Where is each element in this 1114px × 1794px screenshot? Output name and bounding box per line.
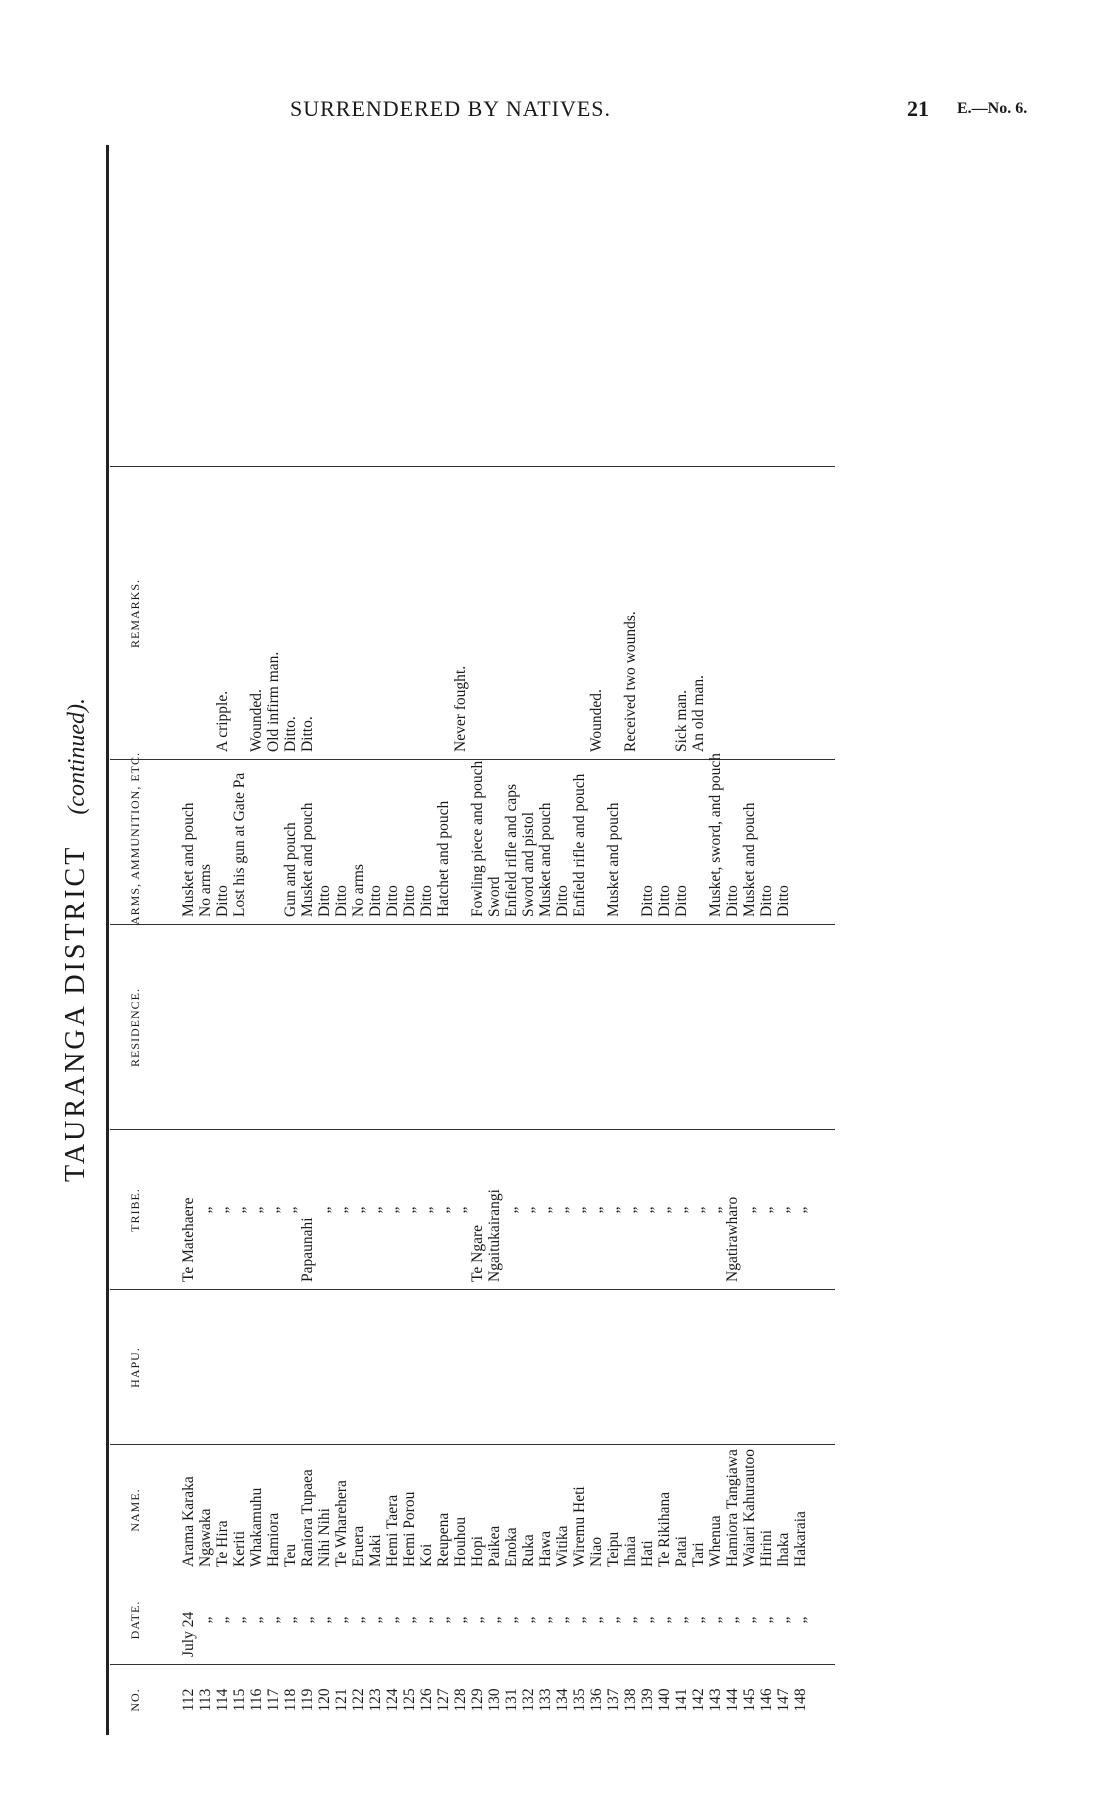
row-name: Ruka <box>520 1534 537 1567</box>
row-remark <box>656 467 673 760</box>
row-date: „ <box>265 1616 282 1624</box>
row-arms: Ditto <box>418 885 435 917</box>
row-arms <box>265 760 282 925</box>
row-arms: Ditto <box>656 885 673 917</box>
row-name: Eruera <box>350 1525 367 1567</box>
row-arms: Musket and pouch <box>299 802 316 917</box>
row-name: Hamiora Tangiawa <box>724 1449 741 1567</box>
row-remark: Received two wounds. <box>622 611 639 752</box>
row-arms: Hatchet and pouch <box>435 800 452 917</box>
row-number: 148 <box>792 1688 809 1712</box>
row-remark: Wounded. <box>588 689 605 752</box>
row-number: 144 <box>724 1688 741 1712</box>
row-remark <box>503 467 520 760</box>
row-tribe: „ <box>554 1206 571 1214</box>
row-remark <box>639 467 656 760</box>
row-tribe: „ <box>384 1206 401 1214</box>
header-residence: RESIDENCE. <box>128 988 142 1067</box>
row-name: Hakaraia <box>792 1511 809 1567</box>
row-arms: Enfield rifle and caps <box>503 784 520 917</box>
row-remark <box>707 467 724 760</box>
row-date: „ <box>520 1616 537 1624</box>
district-title <box>60 145 92 1735</box>
row-number: 137 <box>605 1688 622 1712</box>
row-arms: Ditto <box>724 885 741 917</box>
row-date: „ <box>418 1616 435 1624</box>
row-date: „ <box>452 1616 469 1624</box>
row-number: 114 <box>214 1688 231 1712</box>
row-remark <box>724 467 741 760</box>
header-name: NAME. <box>128 1488 142 1532</box>
row-date: „ <box>605 1616 622 1624</box>
row-name: Whakamuhu <box>248 1487 265 1567</box>
row-number: 119 <box>299 1688 316 1712</box>
row-tribe: „ <box>690 1206 707 1214</box>
row-remark <box>741 467 758 760</box>
row-name: Witika <box>554 1525 571 1567</box>
row-remark: Never fought. <box>452 665 469 752</box>
row-remark <box>775 467 792 760</box>
row-date: „ <box>384 1616 401 1624</box>
row-tribe: „ <box>231 1206 248 1214</box>
row-name: Ihaka <box>775 1532 792 1567</box>
row-date: „ <box>537 1616 554 1624</box>
row-arms: Ditto <box>554 885 571 917</box>
row-date: „ <box>435 1616 452 1624</box>
row-remark <box>554 467 571 760</box>
row-name: Ngawaka <box>197 1508 214 1567</box>
row-date: „ <box>554 1616 571 1624</box>
row-arms: Ditto <box>384 885 401 917</box>
row-arms: Ditto <box>401 885 418 917</box>
row-tribe: Ngaitukairangi <box>486 1189 503 1282</box>
row-name: Te Rikihana <box>656 1491 673 1567</box>
row-arms: Sword <box>486 876 503 917</box>
row-number: 145 <box>741 1688 758 1712</box>
row-tribe: „ <box>622 1206 639 1214</box>
row-date: July 24 <box>180 1611 197 1657</box>
row-remark <box>333 467 350 760</box>
row-arms: Musket, sword, and pouch <box>707 752 724 917</box>
row-arms <box>622 760 639 925</box>
row-remark: Wounded. <box>248 689 265 752</box>
row-arms: Ditto <box>758 885 775 917</box>
row-remark: A cripple. <box>214 690 231 752</box>
row-tribe: Papaunahi <box>299 1217 316 1282</box>
row-date: „ <box>690 1616 707 1624</box>
row-tribe: „ <box>758 1206 775 1214</box>
row-arms <box>248 760 265 925</box>
row-remark <box>520 467 537 760</box>
row-number: 143 <box>707 1688 724 1712</box>
row-number: 112 <box>180 1688 197 1712</box>
row-remark <box>418 467 435 760</box>
row-tribe: „ <box>367 1206 384 1214</box>
row-name: Hirini <box>758 1529 775 1567</box>
row-number: 133 <box>537 1688 554 1712</box>
row-date: „ <box>214 1616 231 1624</box>
row-tribe: Te Ngare <box>469 1224 486 1282</box>
row-arms: Sword and pistol <box>520 811 537 917</box>
row-number: 131 <box>503 1688 520 1712</box>
row-tribe: „ <box>435 1206 452 1214</box>
row-name: Hati <box>639 1540 656 1567</box>
row-name: Raniora Tupaea <box>299 1469 316 1567</box>
row-arms: Ditto <box>639 885 656 917</box>
row-date: „ <box>316 1616 333 1624</box>
row-arms: No arms <box>197 864 214 917</box>
row-arms: Musket and pouch <box>180 802 197 917</box>
row-tribe: „ <box>792 1206 809 1214</box>
row-remark: Ditto. <box>282 716 299 752</box>
row-name: Hemi Porou <box>401 1491 418 1567</box>
row-date: „ <box>639 1616 656 1624</box>
row-remark <box>350 467 367 760</box>
row-number: 141 <box>673 1688 690 1712</box>
row-date: „ <box>673 1616 690 1624</box>
row-number: 117 <box>265 1688 282 1712</box>
row-remark: Ditto. <box>299 716 316 752</box>
row-date: „ <box>656 1616 673 1624</box>
row-number: 138 <box>622 1688 639 1712</box>
row-number: 113 <box>197 1688 214 1712</box>
row-date: „ <box>758 1616 775 1624</box>
rotated-table-page <box>60 145 988 1735</box>
row-tribe: „ <box>741 1206 758 1214</box>
row-remark <box>537 467 554 760</box>
row-date: „ <box>622 1616 639 1624</box>
row-name: Waiari Kahurautoo <box>741 1449 758 1567</box>
running-head <box>290 92 1090 132</box>
row-name: Hemi Taera <box>384 1494 401 1567</box>
row-remark <box>180 467 197 760</box>
row-arms: Musket and pouch <box>605 802 622 917</box>
row-date: „ <box>350 1616 367 1624</box>
row-number: 118 <box>282 1688 299 1712</box>
row-number: 122 <box>350 1688 367 1712</box>
row-remark <box>384 467 401 760</box>
row-name: Keriti <box>231 1530 248 1567</box>
row-tribe: „ <box>588 1206 605 1214</box>
row-tribe: „ <box>571 1206 588 1214</box>
row-remark: An old man. <box>690 674 707 752</box>
row-tribe: „ <box>673 1206 690 1214</box>
row-number: 130 <box>486 1688 503 1712</box>
row-date: „ <box>401 1616 418 1624</box>
row-number: 123 <box>367 1688 384 1712</box>
row-tribe: „ <box>282 1206 299 1214</box>
row-arms <box>792 760 809 925</box>
header-no: NO. <box>128 1688 142 1712</box>
row-arms: Musket and pouch <box>741 802 758 917</box>
row-remark <box>197 467 214 760</box>
district-title-continued: (continued). <box>64 698 90 815</box>
row-date: „ <box>503 1616 520 1624</box>
row-number: 126 <box>418 1688 435 1712</box>
row-number: 135 <box>571 1688 588 1712</box>
no-cells <box>180 1665 809 1735</box>
row-date: „ <box>486 1616 503 1624</box>
row-arms <box>690 760 707 925</box>
row-arms: Ditto <box>673 885 690 917</box>
header-tribe: TRIBE. <box>128 1188 142 1232</box>
row-number: 142 <box>690 1688 707 1712</box>
row-date: „ <box>707 1616 724 1624</box>
row-tribe: „ <box>605 1206 622 1214</box>
row-remark <box>758 467 775 760</box>
row-date: „ <box>775 1616 792 1624</box>
row-tribe: „ <box>248 1206 265 1214</box>
row-number: 124 <box>384 1688 401 1712</box>
page-number: 21 <box>907 96 929 121</box>
row-tribe: „ <box>401 1206 418 1214</box>
row-tribe: „ <box>775 1206 792 1214</box>
row-remark <box>401 467 418 760</box>
row-date: „ <box>248 1616 265 1624</box>
row-remark: Old infirm man. <box>265 651 282 752</box>
row-number: 132 <box>520 1688 537 1712</box>
row-tribe: „ <box>333 1206 350 1214</box>
row-name: Niao <box>588 1536 605 1567</box>
row-tribe: „ <box>707 1206 724 1214</box>
row-remark <box>367 467 384 760</box>
row-tribe: „ <box>418 1206 435 1214</box>
row-number: 140 <box>656 1688 673 1712</box>
row-remark <box>231 467 248 760</box>
row-name: Enoka <box>503 1527 520 1567</box>
row-name: Paikea <box>486 1525 503 1567</box>
row-number: 116 <box>248 1688 265 1712</box>
row-name: Patai <box>673 1536 690 1567</box>
row-arms: Ditto <box>333 885 350 917</box>
row-number: 136 <box>588 1688 605 1712</box>
row-arms: Ditto <box>316 885 333 917</box>
row-arms: Ditto <box>214 885 231 917</box>
row-date: „ <box>282 1616 299 1624</box>
row-number: 125 <box>401 1688 418 1712</box>
row-tribe: „ <box>316 1206 333 1214</box>
row-tribe: „ <box>537 1206 554 1214</box>
remarks-cells <box>180 467 809 760</box>
row-number: 121 <box>333 1688 350 1712</box>
row-tribe: „ <box>452 1206 469 1214</box>
row-remark: Sick man. <box>673 690 690 752</box>
row-remark <box>469 467 486 760</box>
row-name: Te Hira <box>214 1520 231 1567</box>
row-date: „ <box>571 1616 588 1624</box>
row-tribe: „ <box>639 1206 656 1214</box>
row-date: „ <box>333 1616 350 1624</box>
row-arms: No arms <box>350 864 367 917</box>
row-name: Teipu <box>605 1531 622 1567</box>
row-number: 129 <box>469 1688 486 1712</box>
row-arms: Ditto <box>775 885 792 917</box>
row-date: „ <box>231 1616 248 1624</box>
row-date: „ <box>588 1616 605 1624</box>
row-date: „ <box>299 1616 316 1624</box>
row-name: Koi <box>418 1543 435 1567</box>
row-name: Teu <box>282 1543 299 1567</box>
paper-reference: E.—No. 6. <box>957 100 1028 117</box>
running-title: SURRENDERED BY NATIVES. <box>290 96 612 121</box>
row-name: Houhou <box>452 1517 469 1567</box>
row-name: Maki <box>367 1534 384 1567</box>
row-number: 147 <box>775 1688 792 1712</box>
row-arms: Lost his gun at Gate Pa <box>231 772 248 917</box>
header-date: DATE. <box>128 1600 142 1640</box>
row-date: „ <box>792 1616 809 1624</box>
arms-cells <box>180 752 809 925</box>
row-arms <box>452 760 469 925</box>
row-remark <box>316 467 333 760</box>
date-cells <box>180 1575 809 1665</box>
row-arms <box>588 760 605 925</box>
row-number: 115 <box>231 1688 248 1712</box>
row-number: 134 <box>554 1688 571 1712</box>
row-tribe: „ <box>350 1206 367 1214</box>
row-tribe: „ <box>265 1206 282 1214</box>
row-arms: Musket and pouch <box>537 802 554 917</box>
row-name: Tari <box>690 1542 707 1567</box>
header-remarks: REMARKS. <box>128 579 142 649</box>
row-name: Hopi <box>469 1536 486 1567</box>
row-name: Hamiora <box>265 1512 282 1567</box>
row-name: Wiremu Heti <box>571 1486 588 1567</box>
row-remark <box>792 467 809 760</box>
header-arms: ARMS, AMMUNITION, ETC. <box>128 751 142 925</box>
row-remark <box>605 467 622 760</box>
row-number: 128 <box>452 1688 469 1712</box>
row-number: 146 <box>758 1688 775 1712</box>
row-name: Ihaia <box>622 1536 639 1567</box>
row-name: Te Wharehera <box>333 1480 350 1567</box>
row-arms: Gun and pouch <box>282 822 299 917</box>
row-remark <box>571 467 588 760</box>
row-tribe: „ <box>503 1206 520 1214</box>
header-hapu: HAPU. <box>128 1347 142 1388</box>
row-arms: Ditto <box>367 885 384 917</box>
row-date: „ <box>197 1616 214 1624</box>
row-remark <box>435 467 452 760</box>
name-cells <box>180 1445 809 1575</box>
row-date: „ <box>724 1616 741 1624</box>
row-arms: Enfield rifle and pouch <box>571 773 588 917</box>
row-remark <box>486 467 503 760</box>
row-tribe: „ <box>656 1206 673 1214</box>
row-date: „ <box>469 1616 486 1624</box>
row-tribe: „ <box>197 1206 214 1214</box>
row-number: 120 <box>316 1688 333 1712</box>
row-tribe: Te Matehaere <box>180 1197 197 1282</box>
district-title-text: TAURANGA DISTRICT <box>60 844 91 1182</box>
table-top-rule <box>106 145 109 1735</box>
row-name: Whenua <box>707 1515 724 1567</box>
row-number: 127 <box>435 1688 452 1712</box>
row-tribe: „ <box>520 1206 537 1214</box>
row-name: Reupena <box>435 1512 452 1567</box>
row-tribe: „ <box>214 1206 231 1214</box>
row-name: Arama Karaka <box>180 1476 197 1567</box>
row-number: 139 <box>639 1688 656 1712</box>
row-arms: Fowling piece and pouch <box>469 760 486 917</box>
row-name: Hawa <box>537 1530 554 1567</box>
row-date: „ <box>367 1616 384 1624</box>
row-name: Nihi Nihi <box>316 1508 333 1567</box>
row-tribe: Ngatirawharo <box>724 1196 741 1282</box>
row-date: „ <box>741 1616 758 1624</box>
tribe-cells <box>180 1130 809 1290</box>
